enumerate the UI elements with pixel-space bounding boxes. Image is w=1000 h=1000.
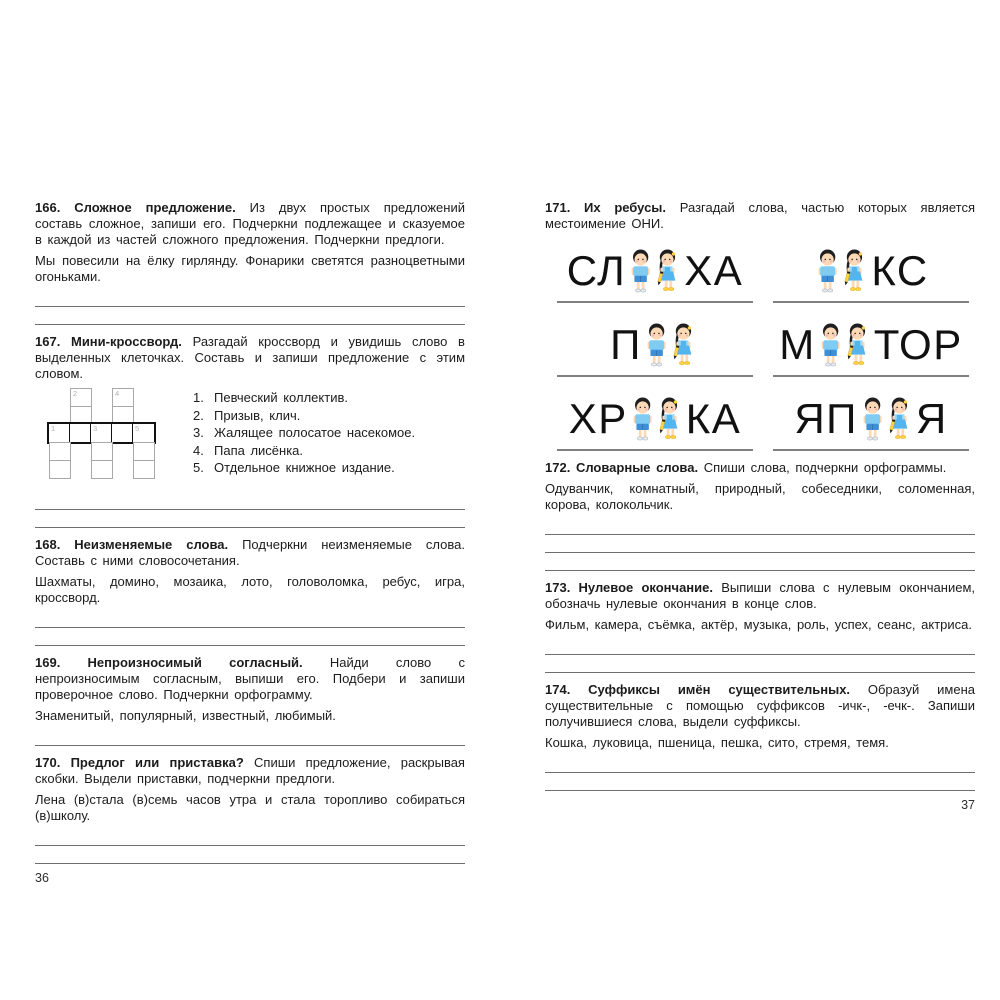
clue-text: Папа лисёнка. — [214, 442, 304, 458]
rebus-monitor — [773, 316, 969, 377]
girl-figure — [889, 397, 907, 438]
crossword-cell — [91, 460, 113, 479]
girl-figure — [844, 249, 862, 290]
answer-lines — [35, 610, 465, 646]
answer-line — [545, 535, 975, 553]
answer-line — [35, 492, 465, 510]
boy-and-girl-icon — [815, 249, 869, 294]
rebus-poni — [557, 316, 753, 377]
crossword-cell — [49, 424, 70, 442]
exercise-title: Нулевое окончание. — [578, 580, 713, 595]
exercise-words: Шахматы, домино, мозаика, лото, головоломка, ребус, игра, кроссворд. — [35, 574, 465, 605]
answer-line — [557, 301, 753, 303]
rebus-word — [779, 316, 962, 374]
children-icon — [818, 323, 872, 368]
rebus-prefix: СЛ — [566, 247, 627, 294]
exercise-heading — [545, 460, 975, 476]
children-icon — [630, 397, 684, 442]
answer-line — [35, 828, 465, 846]
answer-lines — [545, 637, 975, 673]
exercise-title: Предлог или приставка? — [70, 755, 244, 770]
rebus-grid — [557, 242, 975, 451]
boy-figure — [821, 323, 839, 366]
exercise-173 — [545, 580, 975, 673]
rebus-oniks — [773, 242, 969, 303]
exercise-number: 173. — [545, 580, 571, 595]
crossword-grid — [49, 388, 169, 484]
crossword-highlighted-row — [47, 422, 156, 444]
exercise-number: 174. — [545, 682, 571, 697]
rebus-prefix: ХР — [568, 395, 628, 442]
rebus-suffix: КА — [685, 395, 742, 442]
crossword-cell — [49, 442, 71, 461]
exercise-instruction: Найди слово с непроизносимым согласным, выпиши его. Подбери и запиши проверочное слово. Подчеркни орфограмму. — [35, 655, 465, 702]
rebus-slonikha — [557, 242, 753, 303]
children-icon — [860, 397, 914, 442]
answer-lines — [35, 289, 465, 325]
exercise-number: 166. — [35, 200, 61, 215]
cell-number: 5 — [135, 424, 140, 433]
boy-and-girl-icon — [644, 323, 698, 368]
exercise-heading — [35, 334, 465, 382]
clue-number: 2. — [193, 407, 204, 423]
clue-item — [193, 442, 465, 460]
answer-line — [545, 553, 975, 571]
crossword-cell — [70, 424, 91, 442]
exercise-heading — [545, 682, 975, 730]
crossword-cell — [91, 424, 112, 442]
exercise-instruction: Спиши слова, подчеркни орфограммы. — [703, 460, 947, 475]
exercise-heading — [545, 200, 975, 232]
rebus-word — [567, 242, 744, 300]
children-icon — [628, 249, 682, 294]
clue-number: 3. — [193, 425, 204, 440]
girl-figure — [673, 323, 691, 364]
rebus-word — [794, 390, 947, 448]
exercise-number: 170. — [35, 755, 61, 770]
rebus-suffix: ТОР — [873, 321, 963, 368]
exercise-instruction: Разгадай кроссворд и увидишь слово в выделенных клеточках. Составь и запиши предложение с этим словом. — [35, 334, 465, 381]
rebus-khronika — [557, 390, 753, 451]
exercise-words: Фильм, камера, съёмка, актёр, музыка, роль, успех, сеанс, актриса. — [545, 617, 972, 632]
rebus-prefix: П — [610, 321, 642, 368]
answer-line — [545, 637, 975, 655]
exercise-words: Кошка, луковица, пшеница, пешка, сито, стремя, темя. — [545, 735, 889, 750]
children-icon — [644, 323, 698, 368]
answer-lines — [35, 728, 465, 746]
boy-and-girl-icon — [630, 397, 684, 442]
exercise-title: Сложное предложение. — [74, 200, 236, 215]
exercise-words: Одуванчик, комнатный, природный, собеседники, соломенная, корова, колокольчик. — [545, 481, 975, 512]
boy-figure — [647, 323, 665, 366]
clue-number: 4. — [193, 442, 204, 458]
answer-line — [35, 628, 465, 646]
exercise-number: 169. — [35, 655, 61, 670]
page-number: 37 — [961, 798, 975, 812]
boy-and-girl-icon — [860, 397, 914, 442]
exercise-instruction: Разгадай слова, частью которых является местоимение ОНИ. — [545, 200, 975, 231]
answer-line — [545, 773, 975, 791]
rebus-prefix: ЯП — [794, 395, 858, 442]
answer-line — [35, 610, 465, 628]
exercise-title: Суффиксы имён существительных. — [588, 682, 851, 697]
exercise-instruction: Образуй имена существительные с помощью суффиксов -ичк-, -ечк-. Запиши получившиеся слова, выдели суффиксы. — [545, 682, 975, 729]
answer-line — [35, 289, 465, 307]
exercise-heading — [35, 537, 465, 569]
exercise-172 — [545, 460, 975, 571]
clue-item — [193, 424, 465, 442]
exercise-heading — [35, 655, 465, 703]
answer-lines — [545, 755, 975, 791]
crossword-cell — [133, 460, 155, 479]
clue-number: 1. — [193, 390, 204, 405]
exercise-number: 172. — [545, 460, 571, 475]
exercise-words: Знаменитый, популярный, известный, любимый. — [35, 708, 336, 723]
cell-number: 2 — [73, 389, 78, 398]
answer-line — [545, 755, 975, 773]
exercise-174 — [545, 682, 975, 791]
answer-line — [35, 728, 465, 746]
exercise-166 — [35, 200, 465, 325]
boy-figure — [632, 249, 650, 292]
page-right — [545, 200, 975, 812]
crossword-cell — [49, 460, 71, 479]
exercise-words: Мы повесили на ёлку гирлянду. Фонарики светятся разноцветными огоньками. — [35, 253, 465, 284]
rebus-word — [610, 316, 700, 374]
rebus-word — [813, 242, 928, 300]
clue-text: Призыв, клич. — [214, 407, 301, 423]
clue-item — [193, 459, 465, 477]
exercise-title: Мини-кроссворд. — [70, 334, 182, 349]
crossword-cell — [112, 424, 133, 442]
crossword-cell — [91, 442, 113, 461]
clue-text: Певческий коллектив. — [214, 390, 348, 405]
exercise-title: Их ребусы. — [584, 200, 667, 215]
exercise-number: 167. — [35, 334, 61, 349]
clue-text: Жалящее полосатое насекомое. — [214, 425, 416, 440]
rebus-prefix: М — [779, 321, 816, 368]
exercise-instruction: Подчеркни неизменяемые слова. Составь с ними словосочетания. — [35, 537, 465, 568]
crossword-cell — [133, 442, 155, 461]
answer-line — [557, 375, 753, 377]
cell-number: 3 — [93, 424, 98, 433]
cell-number: 4 — [115, 389, 120, 398]
girl-figure — [659, 397, 677, 438]
exercise-171 — [545, 200, 975, 451]
rebus-suffix: КС — [871, 247, 929, 294]
exercise-heading — [545, 580, 975, 612]
page-number: 36 — [35, 871, 49, 885]
answer-lines — [545, 517, 975, 571]
crossword-cell — [70, 388, 92, 407]
answer-line — [557, 449, 753, 451]
exercise-number: 168. — [35, 537, 61, 552]
rebus-yaponiya — [773, 390, 969, 451]
answer-line — [545, 655, 975, 673]
boy-figure — [633, 397, 651, 440]
exercise-169 — [35, 655, 465, 746]
exercise-number: 171. — [545, 200, 571, 215]
girl-figure — [657, 249, 675, 290]
boy-figure — [863, 397, 881, 440]
exercise-title: Неизменяемые слова. — [74, 537, 229, 552]
page-left — [35, 200, 465, 885]
answer-line — [545, 517, 975, 535]
answer-lines — [35, 828, 465, 864]
cell-number: 1 — [51, 424, 56, 433]
exercise-instruction: Выпиши слова с нулевым окончанием, обозначь нулевые окончания в конце слов. — [545, 580, 976, 611]
boy-figure — [819, 249, 837, 292]
answer-line — [35, 307, 465, 325]
exercise-167 — [35, 334, 465, 528]
answer-line — [35, 846, 465, 864]
boy-and-girl-icon — [628, 249, 682, 294]
clue-item — [193, 407, 465, 425]
exercise-title: Непроизносимый согласный. — [87, 655, 303, 670]
exercise-170 — [35, 755, 465, 864]
boy-and-girl-icon — [818, 323, 872, 368]
rebus-suffix: ХА — [684, 247, 744, 294]
rebus-suffix: Я — [915, 395, 948, 442]
answer-line — [35, 510, 465, 528]
girl-figure — [847, 323, 865, 364]
answer-line — [773, 301, 969, 303]
exercise-heading — [35, 200, 465, 248]
crossword-clues — [169, 388, 465, 488]
clue-number: 5. — [193, 460, 204, 475]
answer-line — [773, 449, 969, 451]
clue-text: Отдельное книжное издание. — [214, 460, 395, 475]
crossword-cell — [112, 388, 134, 407]
exercise-instruction: Спиши предложение, раскрывая скобки. Выдели приставки, подчеркни предлоги. — [35, 755, 465, 786]
rebus-word — [569, 390, 742, 448]
children-icon — [815, 249, 869, 294]
exercise-title: Словарные слова. — [575, 460, 699, 475]
exercise-instruction: Из двух простых предложений составь сложное, запиши его. Подчеркни подлежащее и сказуемое в каждой из частей сложного предложения. Подчеркни предлоги. — [35, 200, 465, 247]
exercise-heading — [35, 755, 465, 787]
crossword-section — [35, 388, 465, 488]
crossword-cell — [133, 424, 154, 442]
answer-line — [773, 375, 969, 377]
answer-lines — [35, 492, 465, 528]
exercise-words: Лена (в)стала (в)семь часов утра и стала торопливо собираться (в)школу. — [35, 792, 465, 823]
clue-item — [193, 389, 465, 407]
exercise-168 — [35, 537, 465, 646]
